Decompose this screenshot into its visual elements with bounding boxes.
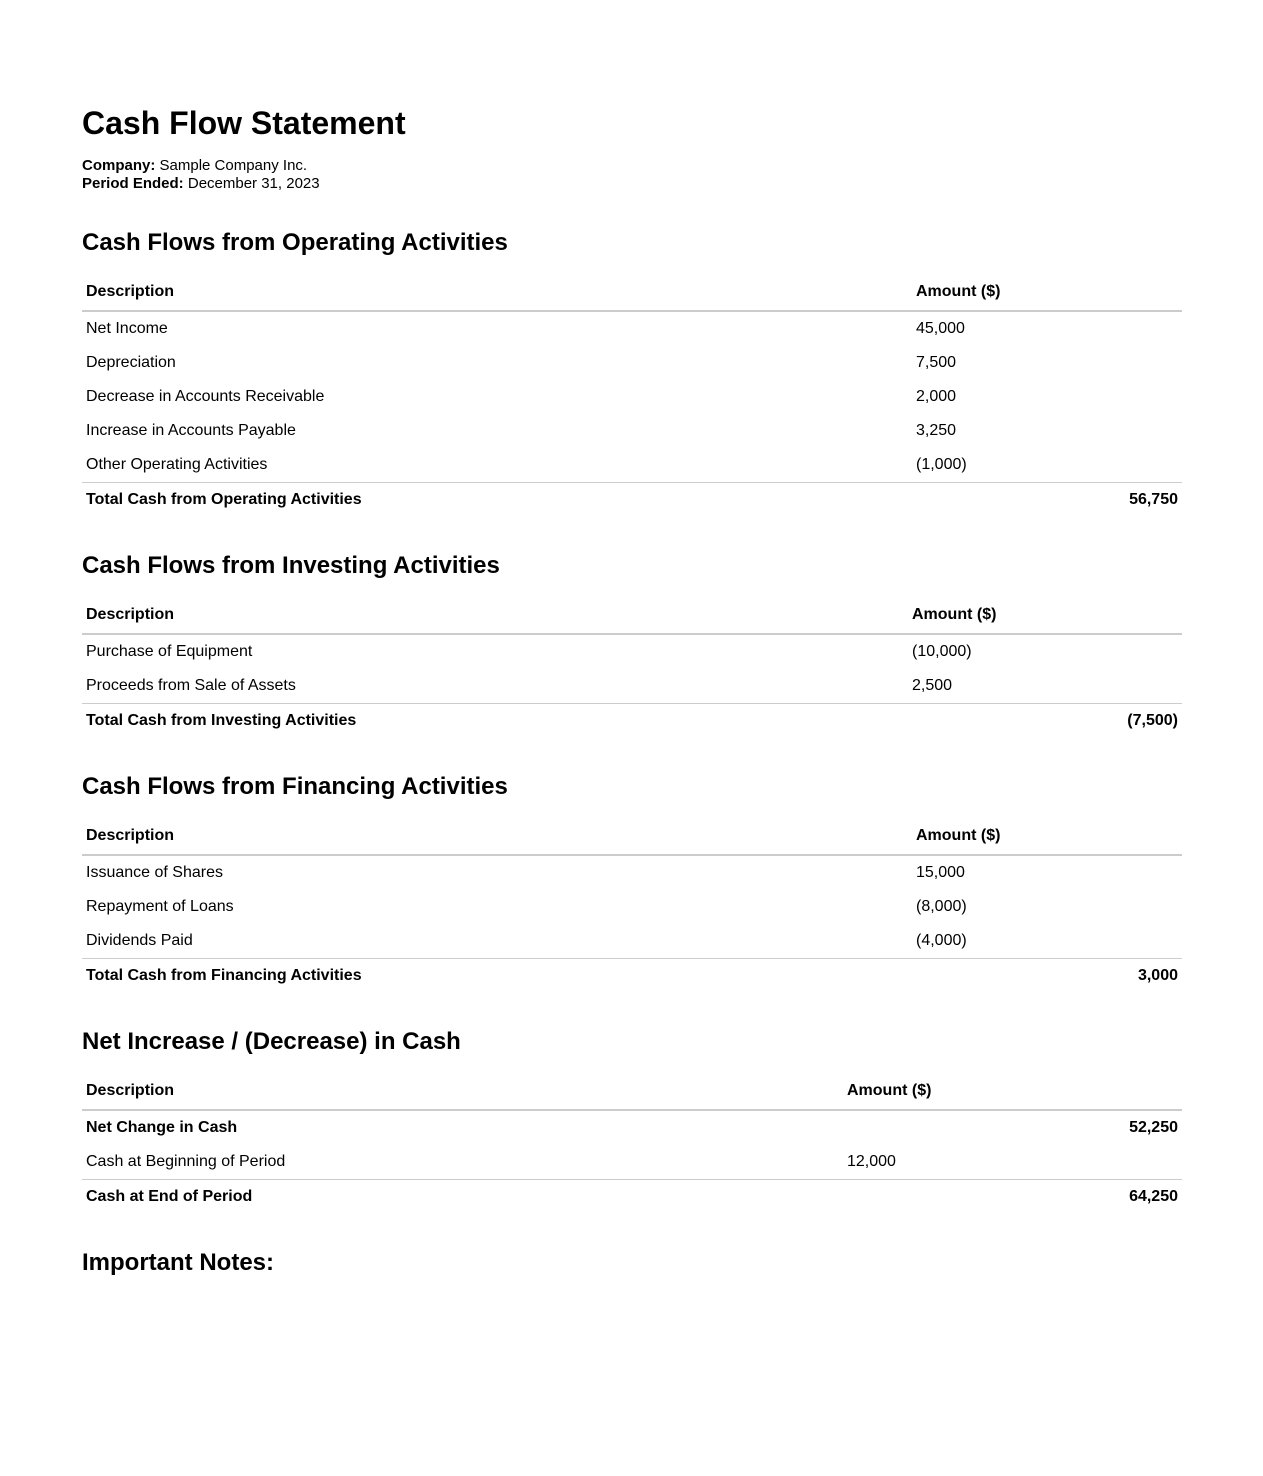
table-header-row: [82, 818, 1182, 855]
table-header-row: [82, 274, 1182, 311]
end-cash-row: [82, 1180, 1182, 1214]
table-header-row: [82, 1073, 1182, 1110]
table-row: [82, 634, 1182, 669]
company-line: [82, 157, 307, 175]
total-label: Total Cash from Operating Activities: [82, 483, 912, 517]
notes-title: Important Notes:: [82, 1249, 274, 1276]
total-label: Total Cash from Investing Activities: [82, 704, 908, 738]
row-amount: 15,000: [916, 864, 965, 881]
net-section-title: Net Increase / (Decrease) in Cash: [82, 1028, 461, 1055]
table-row: [82, 890, 1182, 924]
operating-section-title: Cash Flows from Operating Activities: [82, 229, 508, 256]
row-amount: 2,500: [912, 677, 953, 694]
period-line: [82, 175, 320, 193]
company-label: Company:: [82, 157, 156, 174]
table-row: [82, 414, 1182, 448]
row-amount: (1,000): [916, 456, 967, 473]
investing-section-title: Cash Flows from Investing Activities: [82, 552, 500, 579]
table-row: [82, 448, 1182, 483]
beginning-cash-row: [82, 1145, 1182, 1180]
page-title: Cash Flow Statement: [82, 105, 406, 141]
total-label: Total Cash from Financing Activities: [82, 959, 912, 993]
row-description: Dividends Paid: [86, 932, 193, 949]
total-value: 56,750: [912, 483, 1182, 517]
financing-table: [82, 818, 1182, 992]
column-header-amount: Amount ($): [912, 274, 1182, 311]
column-header-description: Description: [82, 274, 912, 311]
beginning-cash-value: 12,000: [847, 1153, 896, 1170]
row-amount: (4,000): [916, 932, 967, 949]
investing-table: [82, 597, 1182, 737]
row-description: Proceeds from Sale of Assets: [86, 677, 296, 694]
column-header-amount: Amount ($): [843, 1073, 1182, 1110]
end-cash-label: Cash at End of Period: [82, 1180, 843, 1214]
row-amount: 45,000: [916, 320, 965, 337]
row-amount: (8,000): [916, 898, 967, 915]
operating-table: [82, 274, 1182, 516]
row-amount: 7,500: [916, 354, 957, 371]
net-table: [82, 1073, 1182, 1213]
row-description: Repayment of Loans: [86, 898, 234, 915]
column-header-amount: Amount ($): [908, 597, 1182, 634]
row-amount: 2,000: [916, 388, 957, 405]
row-description: Purchase of Equipment: [86, 643, 253, 660]
end-cash-value: 64,250: [843, 1180, 1182, 1214]
row-description: Increase in Accounts Payable: [86, 422, 296, 439]
table-row: [82, 380, 1182, 414]
column-header-amount: Amount ($): [912, 818, 1182, 855]
table-row: [82, 924, 1182, 959]
table-header-row: [82, 597, 1182, 634]
row-description: Depreciation: [86, 354, 176, 371]
row-description: Decrease in Accounts Receivable: [86, 388, 325, 405]
table-row: [82, 346, 1182, 380]
period-label: Period Ended:: [82, 175, 184, 192]
row-amount: (10,000): [912, 643, 972, 660]
row-amount: 3,250: [916, 422, 957, 439]
row-description: Issuance of Shares: [86, 864, 223, 881]
table-row: [82, 311, 1182, 346]
total-row: [82, 483, 1182, 517]
total-row: [82, 704, 1182, 738]
row-description: Other Operating Activities: [86, 456, 268, 473]
column-header-description: Description: [82, 818, 912, 855]
table-row: [82, 855, 1182, 890]
total-value: 3,000: [912, 959, 1182, 993]
column-header-description: Description: [82, 597, 908, 634]
financing-section-title: Cash Flows from Financing Activities: [82, 773, 508, 800]
beginning-cash-label: Cash at Beginning of Period: [86, 1153, 286, 1170]
total-row: [82, 959, 1182, 993]
period-value: December 31, 2023: [187, 175, 320, 192]
table-row: [82, 669, 1182, 704]
net-change-value: 52,250: [1129, 1119, 1178, 1136]
row-description: Net Income: [86, 320, 168, 337]
total-value: (7,500): [908, 704, 1182, 738]
net-change-label: Net Change in Cash: [86, 1119, 238, 1136]
column-header-description: Description: [82, 1073, 843, 1110]
company-value: Sample Company Inc.: [159, 157, 308, 174]
net-change-row: [82, 1110, 1182, 1145]
